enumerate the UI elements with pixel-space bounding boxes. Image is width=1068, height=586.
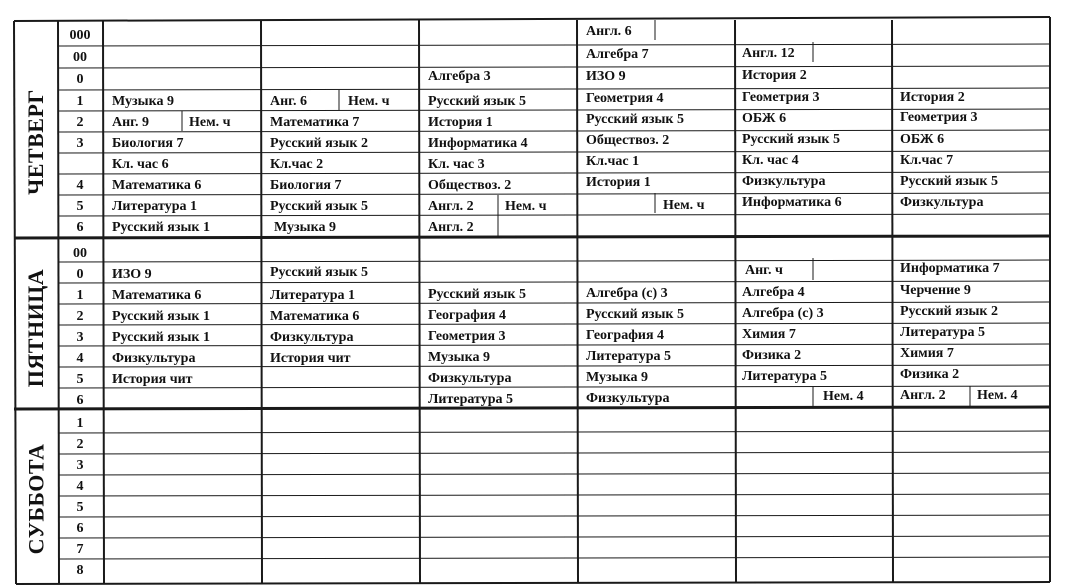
lesson: Физкультура — [112, 351, 196, 366]
lesson: Русский язык 5 — [428, 287, 526, 302]
grid-line — [58, 515, 1050, 517]
grid-line — [58, 452, 1050, 454]
lesson: География 4 — [428, 308, 507, 323]
lesson: Обществоз. 2 — [428, 178, 512, 193]
lesson: Русский язык 5 — [586, 307, 684, 322]
lesson: Нем. 4 — [977, 388, 1018, 403]
grid-line — [14, 407, 1050, 409]
lesson: Информатика 7 — [900, 261, 1000, 276]
lesson: История 1 — [586, 175, 651, 190]
lesson: История 2 — [742, 68, 807, 83]
lesson: Алгебра 4 — [742, 285, 805, 300]
lesson: Физкультура — [428, 371, 512, 386]
lesson: География 4 — [586, 328, 665, 343]
lesson: Англ. 2 — [900, 388, 946, 403]
lesson: Анг. 9 — [112, 115, 149, 130]
lesson: Русский язык 5 — [270, 265, 368, 280]
lesson: Математика 7 — [270, 115, 360, 130]
lesson: Физика 2 — [900, 367, 960, 382]
lesson: Русский язык 1 — [112, 330, 210, 345]
lesson: Геометрия 3 — [428, 329, 506, 344]
lesson: Музыка 9 — [428, 350, 490, 365]
lesson: Геометрия 3 — [900, 110, 978, 125]
period-number: 1 — [76, 416, 84, 431]
lesson: Математика 6 — [112, 288, 202, 303]
period-number: 2 — [76, 309, 84, 324]
lesson: Черчение 9 — [900, 283, 971, 298]
day-label-saturday — [16, 414, 56, 584]
lesson: Англ. 12 — [742, 46, 795, 61]
lesson: ИЗО 9 — [112, 267, 152, 282]
lesson: Русский язык 5 — [270, 199, 368, 214]
lesson: Биология 7 — [270, 178, 342, 193]
lesson: Биология 7 — [112, 136, 184, 151]
period-number: 00 — [73, 50, 87, 65]
lesson: Нем. ч — [663, 198, 705, 213]
lesson: ОБЖ 6 — [900, 132, 945, 147]
period-number: 5 — [76, 372, 84, 387]
lesson: Нем. 4 — [823, 389, 864, 404]
lesson: Литература 1 — [270, 288, 355, 303]
lesson: Нем. ч — [505, 199, 547, 214]
lesson: Анг. ч — [745, 263, 783, 278]
period-number: 4 — [76, 351, 84, 366]
period-number: 8 — [76, 563, 84, 578]
day-name: ПЯТНИЦА — [23, 268, 48, 388]
lesson: Музыка 9 — [112, 94, 174, 109]
lesson: Алгебра 7 — [586, 47, 649, 62]
lesson: Кл.час 7 — [900, 153, 954, 168]
period-number: 6 — [76, 521, 84, 536]
grid-line — [58, 494, 1050, 496]
lesson: Литература 5 — [900, 325, 985, 340]
lesson: Русский язык 2 — [270, 136, 368, 151]
grid-line — [735, 20, 736, 583]
lesson: Математика 6 — [112, 178, 202, 193]
lesson: Литература 5 — [428, 392, 513, 407]
grid-line — [58, 66, 1050, 68]
day-label-friday — [16, 244, 56, 412]
day-label-thursday — [16, 46, 56, 238]
lesson: Кл.час 2 — [270, 157, 324, 172]
lesson: Физкультура — [742, 174, 826, 189]
lesson: Кл. час 3 — [428, 157, 485, 172]
grid-line — [16, 582, 1050, 584]
grid-line — [58, 431, 1050, 433]
lesson: Нем. ч — [189, 115, 231, 130]
lesson: Русский язык 5 — [586, 112, 684, 127]
lesson: Русский язык 5 — [742, 132, 840, 147]
lesson: Физика 2 — [742, 348, 802, 363]
lesson: Физкультура — [900, 195, 984, 210]
period-number: 3 — [76, 458, 84, 473]
lesson: Англ. 2 — [428, 220, 474, 235]
lesson: ИЗО 9 — [586, 69, 626, 84]
lesson: История 1 — [428, 115, 493, 130]
lesson: Музыка 9 — [274, 220, 336, 235]
grid-line — [103, 20, 104, 583]
period-number: 6 — [76, 220, 84, 235]
lesson: Русский язык 5 — [900, 174, 998, 189]
lesson: История чит — [270, 351, 351, 366]
period-number: 4 — [76, 479, 84, 494]
lesson: История чит — [112, 372, 193, 387]
lesson: Музыка 9 — [586, 370, 648, 385]
lesson: Химия 7 — [900, 346, 954, 361]
lesson: Химия 7 — [742, 327, 796, 342]
lesson: Нем. ч — [348, 94, 390, 109]
grid-line — [58, 557, 1050, 559]
lesson: Кл. час 4 — [742, 153, 799, 168]
lesson: Литература 1 — [112, 199, 197, 214]
period-number: 1 — [76, 288, 84, 303]
period-number: 000 — [69, 28, 91, 43]
lesson: Математика 6 — [270, 309, 360, 324]
lesson: Литература 5 — [742, 369, 827, 384]
grid-line — [892, 20, 893, 583]
day-name: СУББОТА — [23, 443, 49, 555]
lesson: Русский язык 5 — [428, 94, 526, 109]
lesson: Анг. 6 — [270, 94, 307, 109]
grid-line — [58, 473, 1050, 475]
lesson: Физкультура — [586, 391, 670, 406]
lesson: Русский язык 1 — [112, 309, 210, 324]
grid-line — [58, 536, 1050, 538]
lesson: История 2 — [900, 90, 965, 105]
day-name: ЧЕТВЕРГ — [23, 89, 48, 195]
period-number: 5 — [76, 199, 84, 214]
period-number: 0 — [76, 267, 84, 282]
lesson: Русский язык 1 — [112, 220, 210, 235]
lesson: Обществоз. 2 — [586, 133, 670, 148]
lesson: Геометрия 3 — [742, 90, 820, 105]
grid-line — [419, 20, 420, 583]
lesson: Физкультура — [270, 330, 354, 345]
lesson: Англ. 2 — [428, 199, 474, 214]
lesson: Алгебра (с) 3 — [742, 306, 824, 321]
lesson: Русский язык 2 — [900, 304, 998, 319]
period-number: 00 — [73, 246, 87, 261]
grid-line — [14, 17, 1050, 21]
period-number: 2 — [76, 437, 84, 452]
period-number: 1 — [76, 94, 84, 109]
lesson: ОБЖ 6 — [742, 111, 787, 126]
lesson: Информатика 4 — [428, 136, 528, 151]
period-number: 3 — [76, 136, 84, 151]
grid-line — [58, 44, 1050, 46]
grid-line — [577, 20, 578, 583]
period-number: 4 — [76, 178, 84, 193]
grid-line — [58, 214, 1050, 216]
lesson: Кл.час 1 — [586, 154, 640, 169]
lesson: Литература 5 — [586, 349, 671, 364]
period-number: 2 — [76, 115, 84, 130]
lesson: Англ. 6 — [586, 24, 632, 39]
lesson: Геометрия 4 — [586, 91, 664, 106]
lesson: Кл. час 6 — [112, 157, 169, 172]
period-number: 0 — [76, 72, 84, 87]
period-number: 7 — [76, 542, 84, 557]
grid-line — [261, 20, 262, 583]
lesson: Алгебра 3 — [428, 69, 491, 84]
period-number: 3 — [76, 330, 84, 345]
period-number: 6 — [76, 393, 84, 408]
lesson: Информатика 6 — [742, 195, 842, 210]
lesson: Алгебра (с) 3 — [586, 286, 668, 301]
period-number: 5 — [76, 500, 84, 515]
